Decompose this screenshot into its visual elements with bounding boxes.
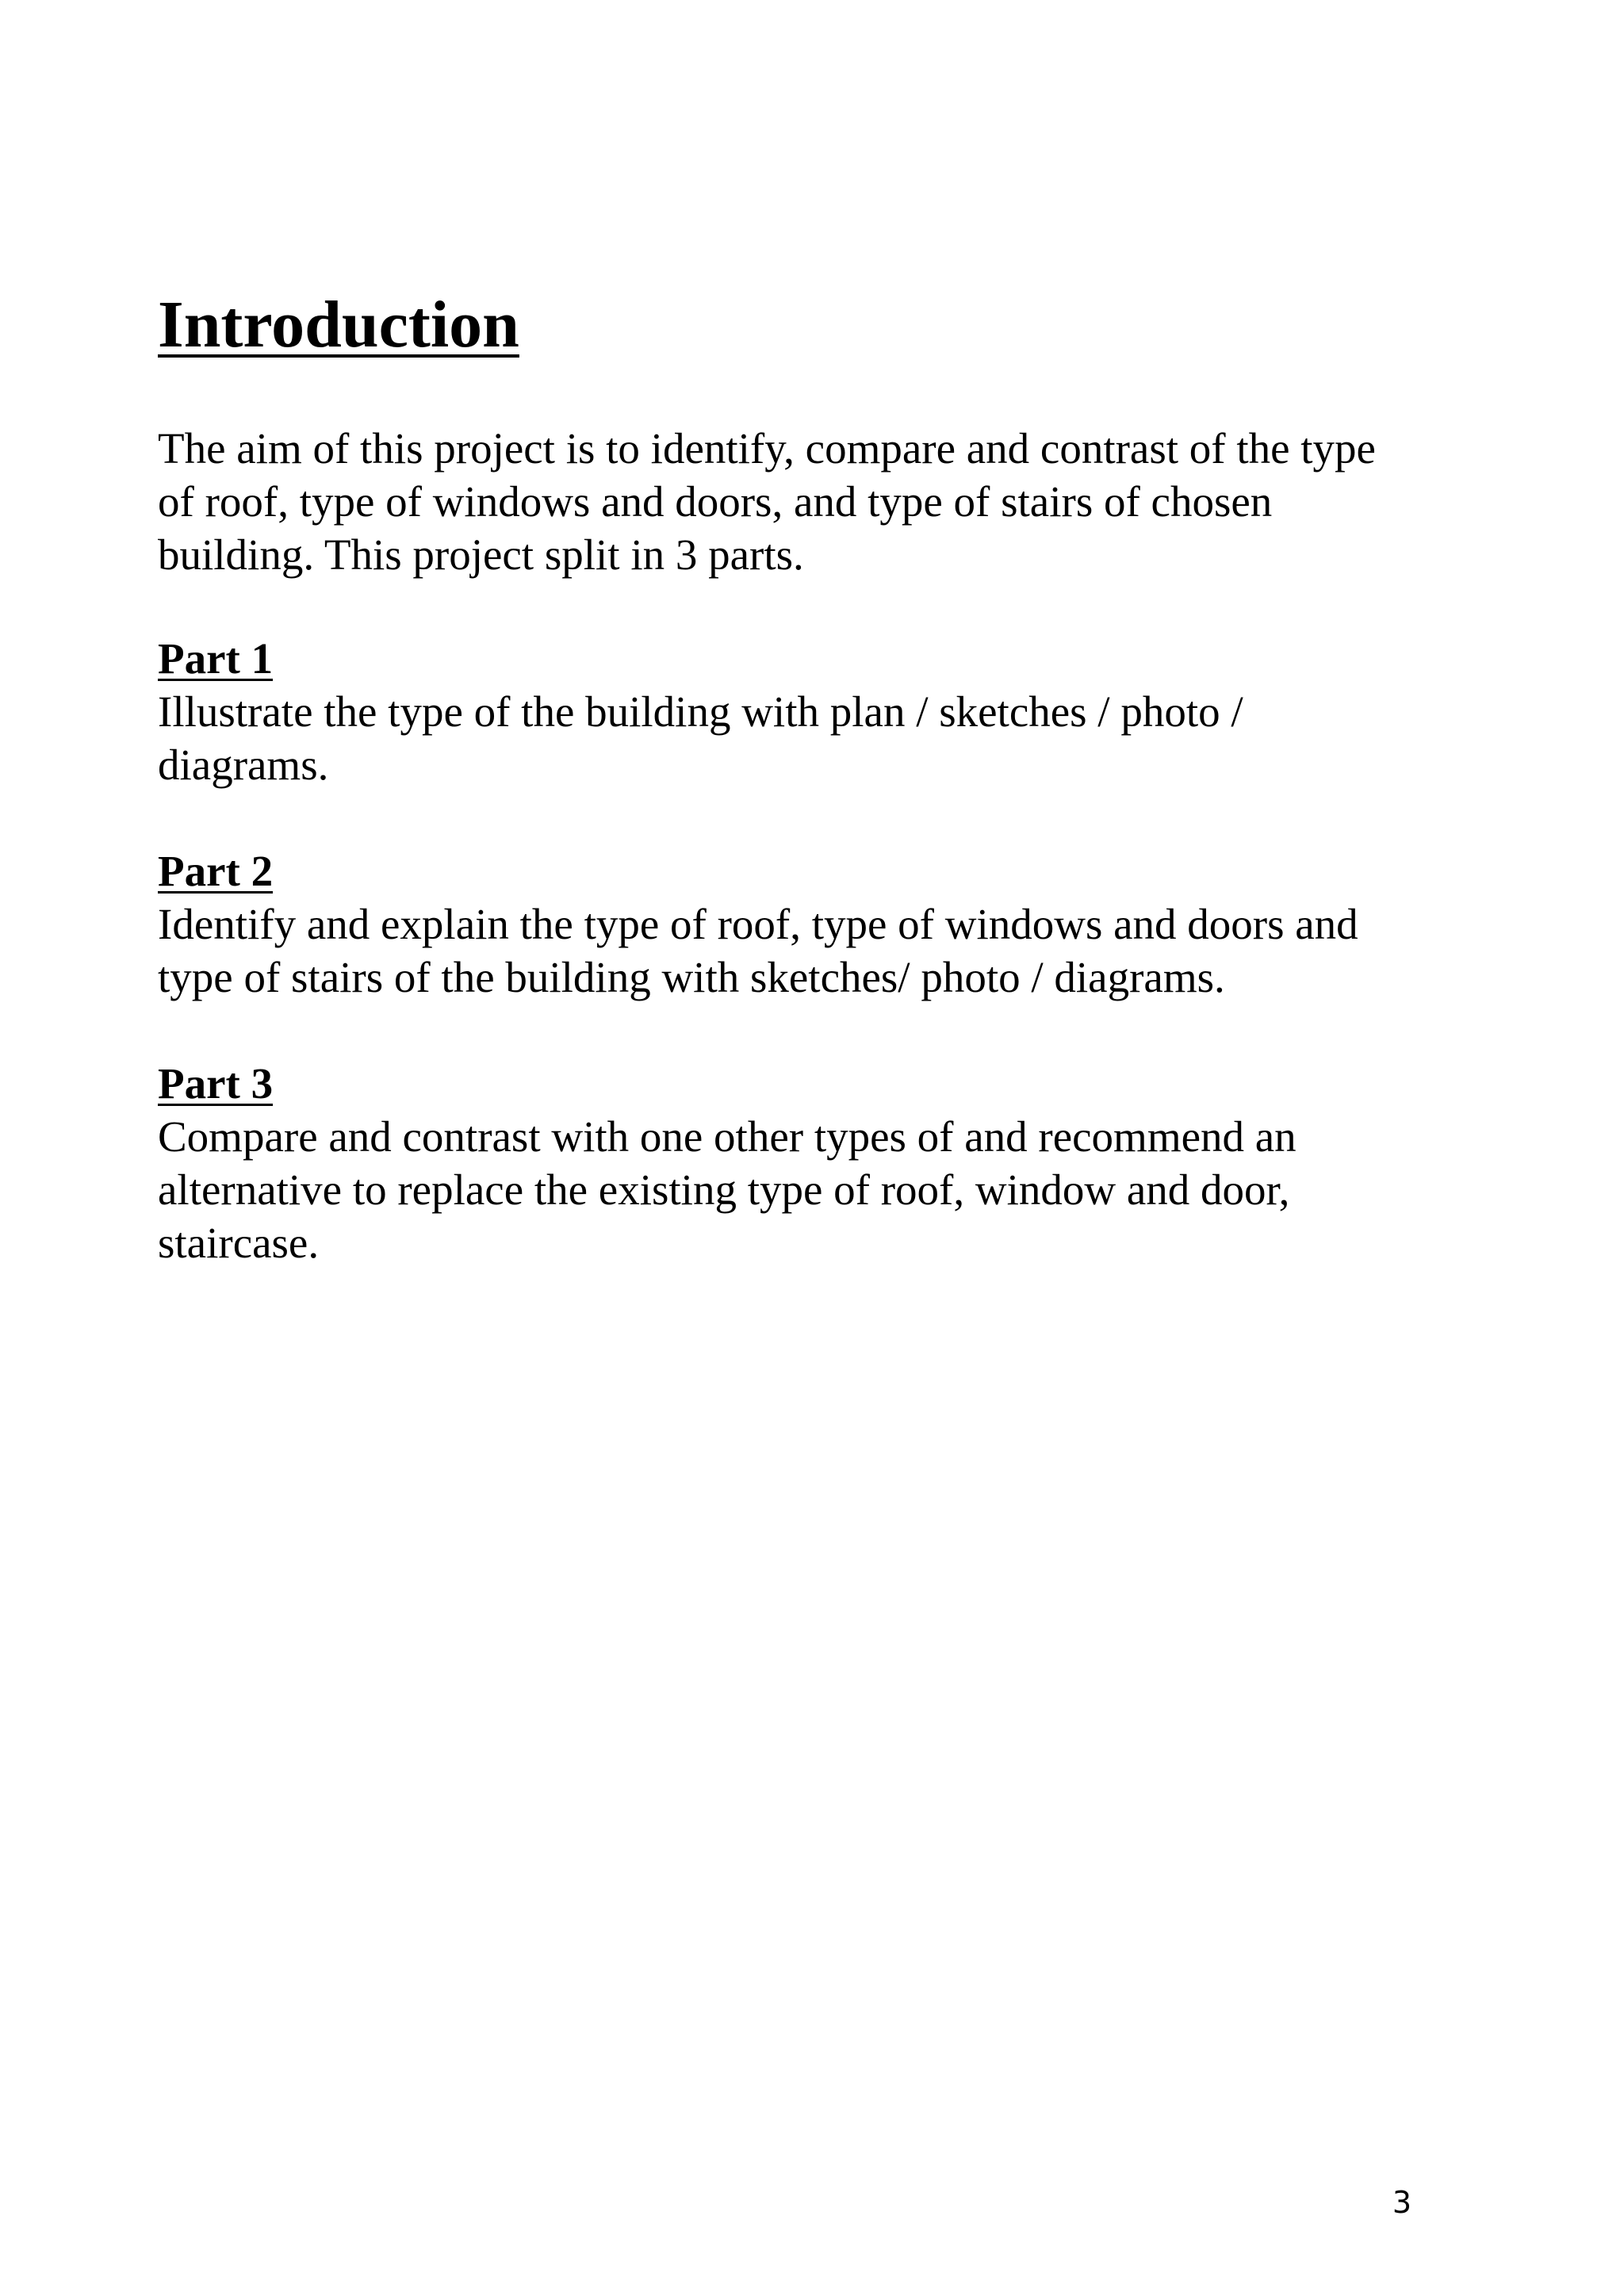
part-1-description: [158, 685, 1243, 791]
page-number: 3: [1392, 2185, 1411, 2220]
part-2-line: Identify and explain the type of roof, type of windows and doors and: [158, 900, 1358, 948]
intro-line: building. This project split in 3 parts.: [158, 530, 804, 579]
part-1-heading: Part 1: [158, 634, 274, 683]
part-2-heading: Part 2: [158, 847, 274, 895]
intro-line: The aim of this project is to identify, compare and contrast of the type: [158, 424, 1376, 473]
part-3-line: alternative to replace the existing type of roof, window and door,: [158, 1165, 1290, 1214]
part-1-line: diagrams.: [158, 740, 329, 789]
part-3-heading: Part 3: [158, 1059, 274, 1108]
part-3-line: staircase.: [158, 1219, 320, 1267]
page-title: Introduction: [158, 288, 519, 362]
part-3-description: [158, 1110, 1297, 1269]
part-3-line: Compare and contrast with one other types of and recommend an: [158, 1112, 1297, 1161]
part-2-line: type of stairs of the building with sketches/ photo / diagrams.: [158, 953, 1225, 1001]
part-2-description: [158, 897, 1358, 1004]
intro-paragraph: [158, 422, 1376, 581]
part-1-line: Illustrate the type of the building with plan / sketches / photo /: [158, 687, 1243, 736]
intro-line: of roof, type of windows and doors, and type of stairs of chosen: [158, 477, 1273, 526]
